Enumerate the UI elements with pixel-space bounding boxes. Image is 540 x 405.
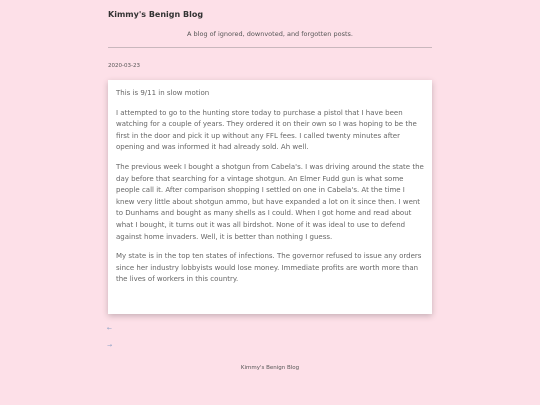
post-paragraph: The previous week I bought a shotgun from Cabela's. I was driving around the state the day before that searching for a vintage shotgun. An Elmer Fudd gun is what some people call it. After comparison shopping I settled on one in Cabela's. At the time I knew very little about shotgun ammo, but have expanded a lot on it since then. I went to Dunhams and bought as many shells as I could. When I got home and read about what I bought, it turns out it was all birdshot. None of it was ideal to use to defend against home invaders. Well, it is better than nothing I guess.: [116, 162, 424, 241]
post-paragraph: My state is in the top ten states of infections. The governor refused to issue any orders since her industry lobbyists would lose money. Immediate profits are worth more than the lives of workers in this country.: [116, 252, 422, 284]
post-paragraph: I attempted to go to the hunting store today to purchase a pistol that I have been watching for a couple of years. They ordered it on their own so I was hoping to be the first in the door and pick it up without any FFL fees. I called twenty minutes after opening and was informed it had already sold. Ah well.: [116, 108, 417, 152]
site-tagline: A blog of ignored, downvoted, and forgotten posts.: [187, 30, 353, 38]
next-post-link[interactable]: →: [107, 342, 113, 349]
footer-text: Kimmy's Benign Blog: [240, 365, 300, 371]
header-divider: [108, 47, 432, 48]
site-title-link[interactable]: Kimmy's Benign Blog: [108, 10, 204, 19]
previous-post-link[interactable]: ←: [107, 325, 113, 332]
post-date: 2020-03-23: [108, 63, 140, 69]
post-card: [108, 80, 432, 314]
post-title: This is 9/11 in slow motion: [116, 89, 210, 97]
